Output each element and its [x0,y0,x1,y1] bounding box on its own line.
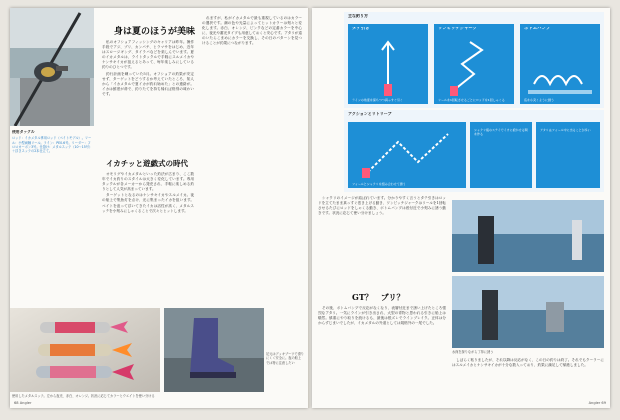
body-col3-p: れますが、私がイカメタルで最も重視しているのはカラーの選択です。潮の色や光量によってヒットカラーは刻々と変化します。赤白、オレンジ、ピンクなどの定番カラーを中心に、夜光や蓄光タイプも用意しておくと安心です。アタリが遠のいたらこまめにカラーを交換し、その日のパターンを見つけることが釣果につながります。 [202,16,302,46]
body-col2a: オモリグやイカメタルといった釣法が広まり、ここ数年でイカ釣りのスタイルは大きく変化しています。専用タックルが各メーカーから発売され、手軽に楽しめる釣りとして人気が高まっています。 [102,172,194,192]
note-tatebiki: ラインの角度を保ちつつ真っすぐ引く [352,97,403,102]
body-col3 [202,16,302,302]
right-page [312,8,610,408]
heading-summer: 身は夏のほうが美味 [114,27,196,37]
left-page [10,8,308,408]
wanpitch-diagram [434,24,514,104]
card-tatebiki [348,24,428,104]
note-action1: フォールとシャクリを組み合わせて誘う [352,181,406,186]
sea-image-1 [452,200,604,272]
right-body-col1b [318,306,446,398]
card-wanpitch [434,24,514,104]
action-card-2 [470,122,532,188]
right-body-col1-p: シャクリのイメージが結ばれています。分かりやすく言うとタテ引きはロッドを立てたまま真っすぐ巻き上げる動き、ワンピッチジャークはリールを1回転させるたびにロッドをしゃくる動き、ボトムバンプは底付近で小刻みに誘う動きです。状況に応じて使い分けましょう。 [318,196,446,216]
tackle-caption-box [12,130,92,280]
label-tatebiki: タテ引き [352,27,370,31]
panel-title-top: 主な釣り方 [348,14,368,18]
tackle-caption-text: ロッド：イカメタル専用ロッド（ベイトモデル）。リール：小型両軸リール。ライン：PE0.6号。リーダー：フロロカーボン3号。仕掛け：メタルスッテ（10〜15号）＋浮きスッテの2本仕立て。 [12,136,92,154]
body-col1b: 釣行計画を練っていた5月。オフショアの釣果が安定せず、ターゲットをどうするか考えていたところ、知人から「イカメタルで夏イカが釣れ始めた」との連絡が。イカは鮮度が命で、釣りたてを持ち帰れば格別の味わいです。 [102,71,194,96]
tatebiki-diagram [348,24,428,104]
tackle-caption-title: 使用タックル [12,130,35,134]
photo-rod-reel [10,8,94,126]
diagram-panel-bottom [344,110,604,192]
note-wanpitch: リールを1回転させるごとにロッドを1回しゃくる [438,97,505,102]
body-col2b: ターゲットとなるのはケンサキイカやスルメイカ。夜の船上で集魚灯を点け、光に集まったイカを狙います。ベイトを追って浮いてきたイカは活性が高く、メタルスッテを小刻みにしゃくることで次々とヒットします。 [102,193,194,213]
sea-image-2 [452,276,604,348]
lures-image [10,308,160,392]
panel-title-bottom: アクションとリトリーブ [348,112,392,116]
right-body-col1b-p: その後、ボトムバンプで反応がなくなり、表層付近まで誘い上げたところ強烈なアタリ。一気にラインが引き出され、大型の青物と思われる引きに船上は騒然。慎重にやり取りを続けるも、最後は根ズレでラインブレイク。正体は分からずじまいでしたが、イカメタルの外道としては規格外の一尾でした。 [318,306,446,326]
action-card-3 [536,122,600,188]
body-col2 [102,172,194,302]
boots-image [164,308,264,392]
label-wanpitch: ワンピッチジャーク [438,27,478,31]
right-body-col1 [318,196,446,288]
photo-boots [164,308,264,392]
lures-caption: 使用したメタルスッテ。左から夜光、赤白、オレンジ。状況に応じてカラーとウエイトを使い分ける [12,394,155,398]
body-col1a: 私のオフショアフィッシングのキャリアは昨年。操作手段でアジ、ブリ、カンパチ、ヒラマサをはじめ、近年はスロージギング、タイラバなどを楽しんでいます。夏のイカメタルは、ライトタックルで手軽にスルメイカやケンサキイカが狙えるとあって、毎年楽しみにしている釣りのひとつです。 [102,40,194,70]
bottom-diagram [520,24,600,104]
note-bottom: 底を小突くように誘う [524,97,555,102]
note-action2: シャクリ後のステイでイカに抱かせる間を作る [474,128,528,137]
label-bottom: ボトムバンプ [524,27,551,31]
boots-caption: 足元はデッキブーツで滑りにくく安全に。夜の船上では特に注意したい [266,352,304,365]
folio-right: Angler 69 [588,401,606,405]
photo-sea-1 [452,200,604,272]
action-diagram-1 [348,122,466,188]
heading-gt: GT？ ブリ？ [352,292,405,302]
card-bottom [520,24,600,104]
right-body-col2 [452,358,604,400]
action-card-1 [348,122,466,188]
photo-sea-2 [452,276,604,348]
note-action3: アタリはフォール中に出ることが多い [540,128,591,132]
caption-photo-right: 水深を探りながら丁寧に誘う [452,350,494,354]
folio-left: 68 Angler [14,401,32,405]
rod-reel-image [10,8,94,126]
diagram-panel-top [344,12,604,108]
heading-squid: イカチッと遊戯式の時代 [106,159,189,168]
right-body-col2-p: しばらく粘りましたが、それ以降は反応がなく、この日の釣りは終了。それでもクーラーにはスルメイカとケンサキイカが十分な数入っており、釣果に満足して帰港しました。 [452,358,604,368]
body-col1 [102,40,194,150]
photo-lures [10,308,160,392]
